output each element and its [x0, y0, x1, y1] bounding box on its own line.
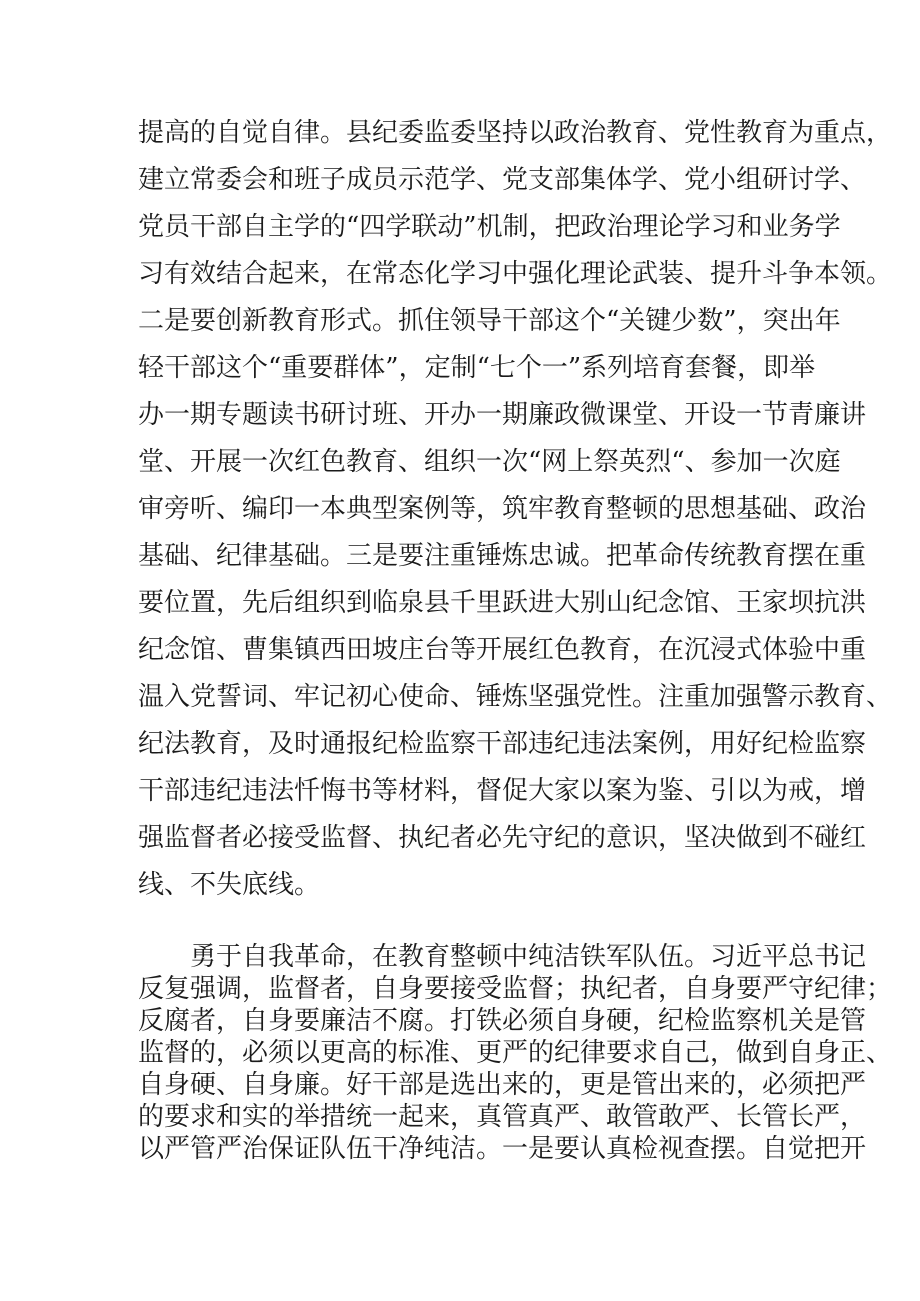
paragraph-2-line-6: 的要求和实的举措统一起来，真管真严、敢管敢严、长管长严，: [138, 1102, 867, 1132]
paragraph-1-line-9: 审旁听、编印一本典型案例等，筑牢教育整顿的思想基础、政治: [138, 494, 867, 524]
paragraph-2-line-2: 反复强调，监督者，自身要接受监督；执纪者，自身要严守纪律；: [138, 974, 893, 1004]
paragraph-1-line-15: 干部违纪违法忏悔书等材料，督促大家以案为鉴、引以为戒，增: [138, 776, 867, 806]
paragraph-2-line-7: 以严管严治保证队伍干净纯洁。一是要认真检视查摆。自觉把开: [138, 1134, 867, 1164]
paragraph-1-line-8: 堂、开展一次红色教育、组织一次“网上祭英烈“、参加一次庭: [138, 447, 841, 477]
paragraph-1-line-12: 纪念馆、曹集镇西田坡庄台等开展红色教育，在沉浸式体验中重: [138, 635, 867, 665]
paragraph-1-line-4: 习有效结合起来，在常态化学习中强化理论武装、提升斗争本领。: [138, 259, 893, 289]
paragraph-1-line-13: 温入党誓词、牢记初心使命、锤炼坚强党性。注重加强警示教育、: [138, 682, 893, 712]
paragraph-1-line-5: 二是要创新教育形式。抓住领导干部这个“关键少数”，突出年: [138, 306, 841, 336]
paragraph-2-line-4: 监督的，必须以更高的标准、更严的纪律要求自己，做到自身正、: [138, 1038, 893, 1068]
paragraph-1-line-16: 强监督者必接受监督、执纪者必先守纪的意识，坚决做到不碰红: [138, 823, 867, 853]
paragraph-2-line-1: 勇于自我革命，在教育整顿中纯洁铁军队伍。习近平总书记: [190, 942, 867, 972]
paragraph-1-line-2: 建立常委会和班子成员示范学、党支部集体学、党小组研讨学、: [138, 165, 867, 195]
paragraph-2-line-5: 自身硬、自身廉。好干部是选出来的，更是管出来的，必须把严: [138, 1070, 867, 1100]
paragraph-2-line-3: 反腐者，自身要廉洁不腐。打铁必须自身硬，纪检监察机关是管: [138, 1006, 867, 1036]
paragraph-1-line-7: 办一期专题读书研讨班、开办一期廉政微课堂、开设一节青廉讲: [138, 400, 867, 430]
paragraph-1-line-17: 线、不失底线。: [138, 870, 321, 900]
paragraph-1-line-10: 基础、纪律基础。三是要注重锤炼忠诚。把革命传统教育摆在重: [138, 541, 867, 571]
paragraph-1-line-11: 要位置，先后组织到临泉县千里跃进大别山纪念馆、王家坝抗洪: [138, 588, 867, 618]
paragraph-1-line-6: 轻干部这个“重要群体”，定制“七个一”系列培育套餐，即举: [138, 353, 816, 383]
paragraph-1-line-14: 纪法教育，及时通报纪检监察干部违纪违法案例，用好纪检监察: [138, 729, 867, 759]
paragraph-1-line-3: 党员干部自主学的“四学联动”机制，把政治理论学习和业务学: [138, 212, 841, 242]
paragraph-1-line-1: 提高的自觉自律。县纪委监委坚持以政治教育、党性教育为重点，: [138, 118, 893, 148]
